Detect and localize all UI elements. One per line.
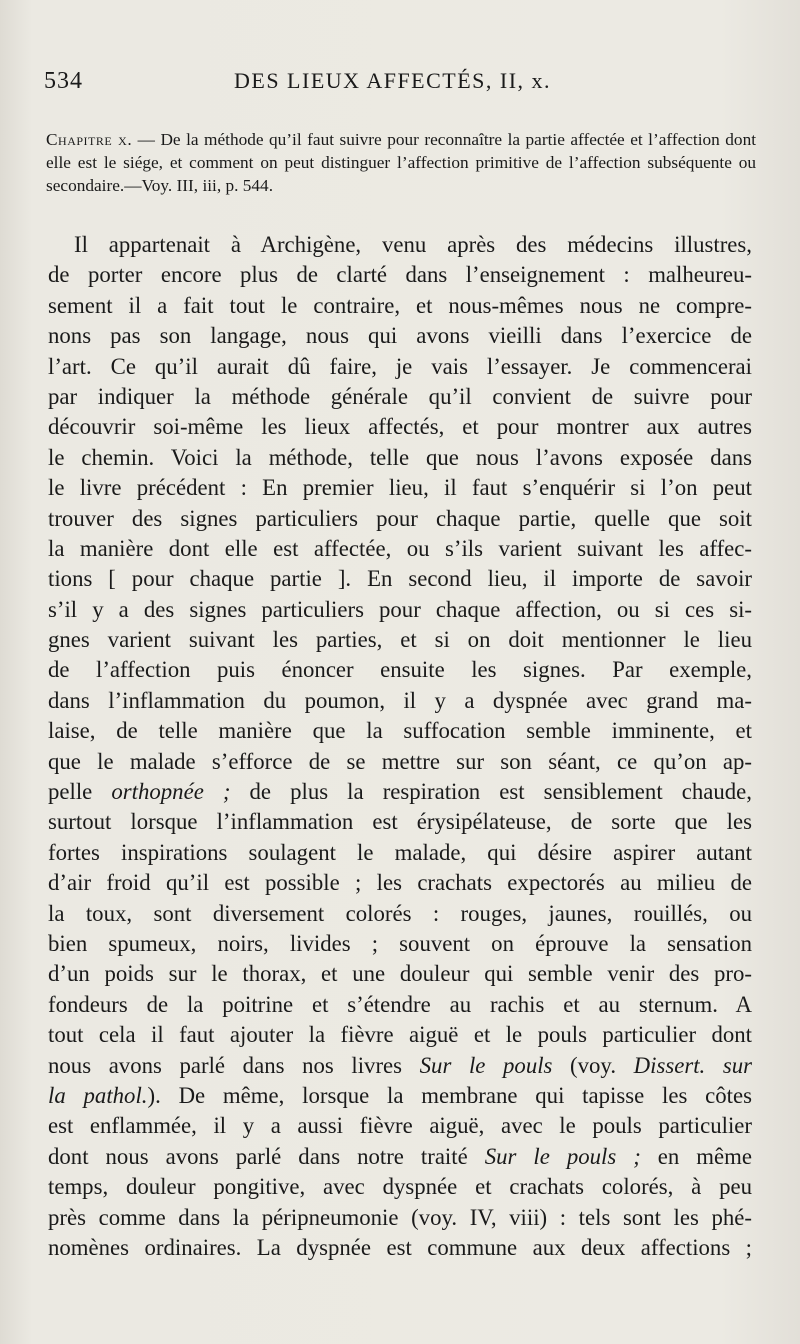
text-line: s’il y a des signes particuliers pour chaque affection, ou si ces si- (48, 596, 752, 622)
text-line: bien spumeux, noirs, livides ; souvent on éprouve la sensation (48, 930, 752, 956)
text-line: que le malade s’efforce de se mettre sur son séant, ce qu’on ap- (48, 748, 752, 774)
text-line: fortes inspirations soulagent le malade, qui désire aspirer autant (48, 839, 752, 865)
text-line: par indiquer la méthode générale qu’il convient de suivre pour (48, 383, 752, 409)
page-header (44, 68, 756, 108)
text-line: fondeurs de la poitrine et s’étendre au rachis et au sternum. A (48, 991, 752, 1017)
text-line: le livre précédent : En premier lieu, il faut s’enquérir si l’on peut (48, 475, 752, 501)
text-line: le chemin. Voici la méthode, telle que nous l’avons exposée dans (48, 444, 752, 470)
text-line: la manière dont elle est affectée, ou s’ils varient suivant les affec- (48, 535, 752, 561)
text-line: dont nous avons parlé dans notre traité Sur le pouls ; en même (48, 1143, 752, 1169)
text-line: près comme dans la péripneumonie (voy. IV, viii) : tels sont les phé- (48, 1204, 752, 1230)
text-line: nomènes ordinaires. La dyspnée est commune aux deux affections ; (48, 1234, 752, 1260)
text-line: d’un poids sur le thorax, et une douleur qui semble venir des pro- (48, 961, 752, 987)
text-line: Il appartenait à Archigène, venu après des médecins illustres, (74, 232, 752, 257)
text-line: tout cela il faut ajouter la fièvre aiguë et le pouls particulier dont (48, 1022, 752, 1048)
running-title: DES LIEUX AFFECTÉS, II, x. (234, 68, 552, 93)
text-line: la pathol.). De même, lorsque la membrane qui tapisse les côtes (48, 1082, 752, 1108)
text-line: de porter encore plus de clarté dans l’enseignement : malheureu- (48, 262, 752, 288)
text-line: gnes varient suivant les parties, et si on doit mentionner le lieu (48, 627, 752, 653)
text-line: tions [ pour chaque partie ]. En second lieu, il importe de savoir (48, 566, 752, 592)
chapter-summary-text: — De la méthode qu’il faut suivre pour reconnaître la partie affectée et l’affection dont elle est le siége, et comment on peut distinguer l’affection primitive de l’affection subséquente ou secondaire.—Voy. III, iii, p. 544. (46, 130, 757, 195)
text-line: dans l’inflammation du poumon, il y a dyspnée avec grand ma- (48, 687, 752, 713)
main-text (48, 230, 752, 1263)
text-line: d’air froid qu’il est possible ; les crachats expectorés au milieu de (48, 870, 752, 896)
page-number: 534 (44, 68, 83, 94)
text-line: de l’affection puis énoncer ensuite les signes. Par exemple, (48, 657, 752, 683)
text-line: temps, douleur pongitive, avec dyspnée et crachats colorés, à peu (48, 1174, 752, 1200)
text-line: nous avons parlé dans nos livres Sur le pouls (voy. Dissert. sur (48, 1052, 752, 1078)
chapter-summary (46, 128, 756, 197)
chapter-label: Chapitre x. (46, 130, 133, 149)
text-line: l’art. Ce qu’il aurait dû faire, je vais l’essayer. Je commencerai (48, 353, 752, 379)
text-line: trouver des signes particuliers pour chaque partie, quelle que soit (48, 505, 752, 531)
text-line: est enflammée, il y a aussi fièvre aiguë, avec le pouls particulier (48, 1113, 752, 1139)
text-line: pelle orthopnée ; de plus la respiration est sensiblement chaude, (48, 779, 752, 805)
text-line: sement il a fait tout le contraire, et nous-mêmes nous ne compre- (48, 292, 752, 318)
text-line: nons pas son langage, nous qui avons vieilli dans l’exercice de (48, 323, 752, 349)
text-line: laise, de telle manière que la suffocation semble imminente, et (48, 718, 752, 744)
text-line: surtout lorsque l’inflammation est érysipélateuse, de sorte que les (48, 809, 752, 835)
text-line: découvrir soi-même les lieux affectés, et pour montrer aux autres (48, 414, 752, 440)
text-line: la toux, sont diversement colorés : rouges, jaunes, rouillés, ou (48, 900, 752, 926)
